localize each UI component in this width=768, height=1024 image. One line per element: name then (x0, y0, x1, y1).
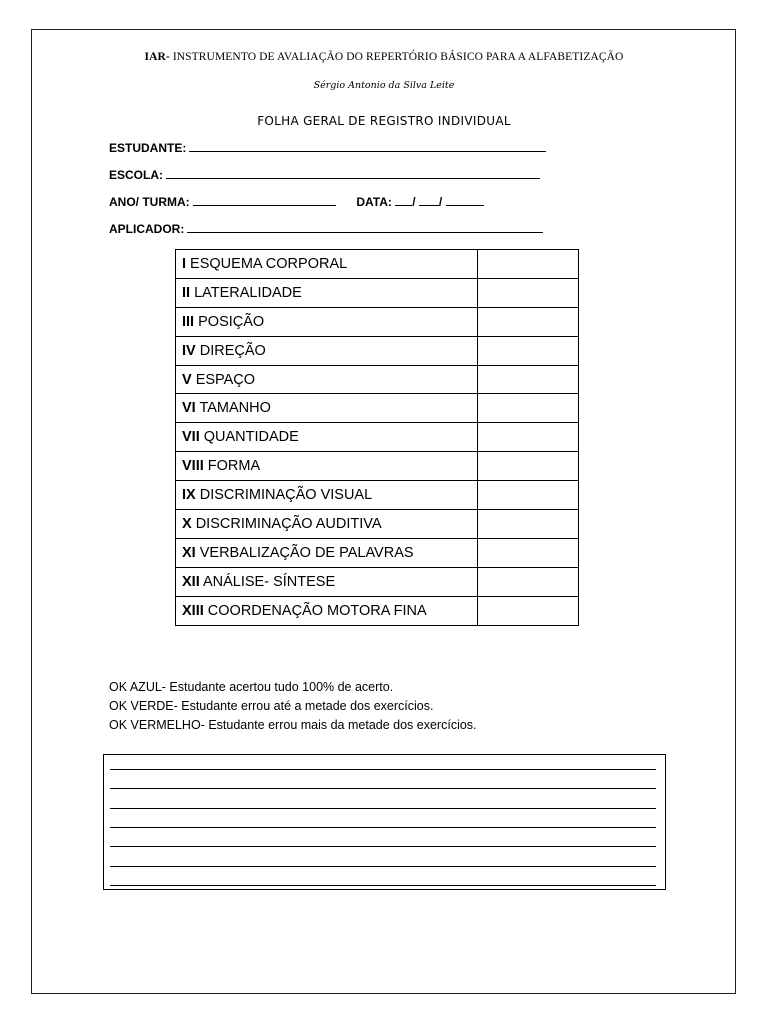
criteria-row (176, 538, 579, 567)
field-escola (109, 168, 540, 182)
criteria-numeral: VI (182, 400, 196, 417)
field-ano-turma-label: ANO/ TURMA: (109, 195, 190, 209)
field-ano-turma-line[interactable] (193, 195, 336, 206)
note-line[interactable] (110, 808, 656, 809)
criteria-numeral: VII (182, 429, 200, 446)
field-escola-line[interactable] (166, 168, 540, 179)
criteria-label: LATERALIDADE (190, 284, 302, 301)
criteria-label-cell (176, 336, 478, 365)
note-line[interactable] (110, 846, 656, 847)
criteria-label-cell (176, 596, 478, 625)
criteria-row (176, 278, 579, 307)
criteria-value-cell[interactable] (478, 452, 579, 481)
instrument-title (0, 51, 768, 63)
criteria-label: DIREÇÃO (195, 342, 266, 359)
field-estudante-label: ESTUDANTE: (109, 141, 187, 155)
criteria-numeral: VIII (182, 458, 204, 475)
note-line[interactable] (110, 885, 656, 886)
criteria-row (176, 307, 579, 336)
criteria-value-cell[interactable] (478, 307, 579, 336)
criteria-label-cell (176, 307, 478, 336)
criteria-value-cell[interactable] (478, 538, 579, 567)
field-data-month[interactable] (419, 195, 439, 206)
criteria-value-cell[interactable] (478, 567, 579, 596)
criteria-value-cell[interactable] (478, 250, 579, 279)
criteria-value-cell[interactable] (478, 423, 579, 452)
field-data-day[interactable] (395, 195, 412, 206)
note-line[interactable] (110, 769, 656, 770)
field-estudante (109, 141, 546, 155)
criteria-label: DISCRIMINAÇÃO VISUAL (195, 487, 373, 504)
criteria-numeral: I (182, 255, 187, 272)
criteria-label: VERBALIZAÇÃO DE PALAVRAS (195, 544, 414, 561)
criteria-label-cell (176, 365, 478, 394)
field-aplicador (109, 222, 543, 236)
field-escola-label: ESCOLA: (109, 168, 163, 182)
criteria-table (175, 249, 579, 626)
criteria-row (176, 250, 579, 279)
criteria-value-cell[interactable] (478, 596, 579, 625)
field-data-label: DATA: (356, 195, 392, 209)
criteria-numeral: XIII (182, 602, 204, 619)
field-ano-turma-data (109, 195, 484, 209)
criteria-value-cell[interactable] (478, 394, 579, 423)
criteria-row (176, 510, 579, 539)
field-data-sep-1: / (412, 195, 416, 209)
sheet-title: FOLHA GERAL DE REGISTRO INDIVIDUAL (257, 114, 511, 128)
criteria-row (176, 336, 579, 365)
legend-verde: OK VERDE- Estudante errou até a metade dos exercícios. (109, 699, 434, 713)
criteria-label: TAMANHO (195, 400, 271, 417)
legend-vermelho: OK VERMELHO- Estudante errou mais da metade dos exercícios. (109, 718, 477, 732)
legend-azul: OK AZUL- Estudante acertou tudo 100% de acerto. (109, 680, 394, 694)
criteria-label: FORMA (203, 458, 261, 475)
criteria-label: ANÁLISE- SÍNTESE (199, 573, 336, 590)
criteria-label: QUANTIDADE (199, 429, 299, 446)
note-line[interactable] (110, 866, 656, 867)
criteria-value-cell[interactable] (478, 365, 579, 394)
criteria-row (176, 423, 579, 452)
field-data-year[interactable] (446, 195, 484, 206)
criteria-label-cell (176, 278, 478, 307)
criteria-label-cell (176, 567, 478, 596)
field-estudante-line[interactable] (189, 141, 546, 152)
field-data-sep-2: / (438, 195, 443, 209)
criteria-label-cell (176, 538, 478, 567)
criteria-numeral: XII (182, 573, 200, 590)
criteria-row (176, 452, 579, 481)
field-aplicador-line[interactable] (187, 222, 543, 233)
field-aplicador-label: APLICADOR: (109, 222, 185, 236)
criteria-value-cell[interactable] (478, 510, 579, 539)
criteria-numeral: X (182, 515, 192, 532)
criteria-row (176, 596, 579, 625)
criteria-label: POSIÇÃO (194, 313, 265, 330)
legend (109, 678, 477, 735)
criteria-label-cell (176, 250, 478, 279)
criteria-numeral: II (182, 284, 191, 301)
criteria-row (176, 567, 579, 596)
criteria-label-cell (176, 423, 478, 452)
criteria-numeral: V (182, 371, 192, 388)
criteria-label-cell (176, 481, 478, 510)
criteria-label: ESQUEMA CORPORAL (186, 255, 348, 272)
criteria-value-cell[interactable] (478, 278, 579, 307)
criteria-label-cell (176, 510, 478, 539)
criteria-label: ESPAÇO (191, 371, 256, 388)
instrument-name: INSTRUMENTO DE AVALIAÇÃO DO REPERTÓRIO BÁSICO PARA A ALFABETIZAÇÃO (169, 51, 624, 63)
criteria-label: COORDENAÇÃO MOTORA FINA (203, 602, 427, 619)
instrument-author: Sérgio Antonio da Silva Leite (313, 80, 455, 91)
note-line[interactable] (110, 788, 656, 789)
criteria-value-cell[interactable] (478, 336, 579, 365)
criteria-label-cell (176, 452, 478, 481)
criteria-label-cell (176, 394, 478, 423)
criteria-row (176, 394, 579, 423)
criteria-numeral: IX (182, 487, 196, 504)
notes-box[interactable] (103, 754, 666, 890)
criteria-label: DISCRIMINAÇÃO AUDITIVA (191, 515, 382, 532)
instrument-abbrev: IAR- (144, 51, 170, 63)
criteria-row (176, 481, 579, 510)
criteria-numeral: XI (182, 544, 196, 561)
criteria-numeral: III (182, 313, 195, 330)
criteria-numeral: IV (182, 342, 196, 359)
criteria-row (176, 365, 579, 394)
note-line[interactable] (110, 827, 656, 828)
criteria-value-cell[interactable] (478, 481, 579, 510)
